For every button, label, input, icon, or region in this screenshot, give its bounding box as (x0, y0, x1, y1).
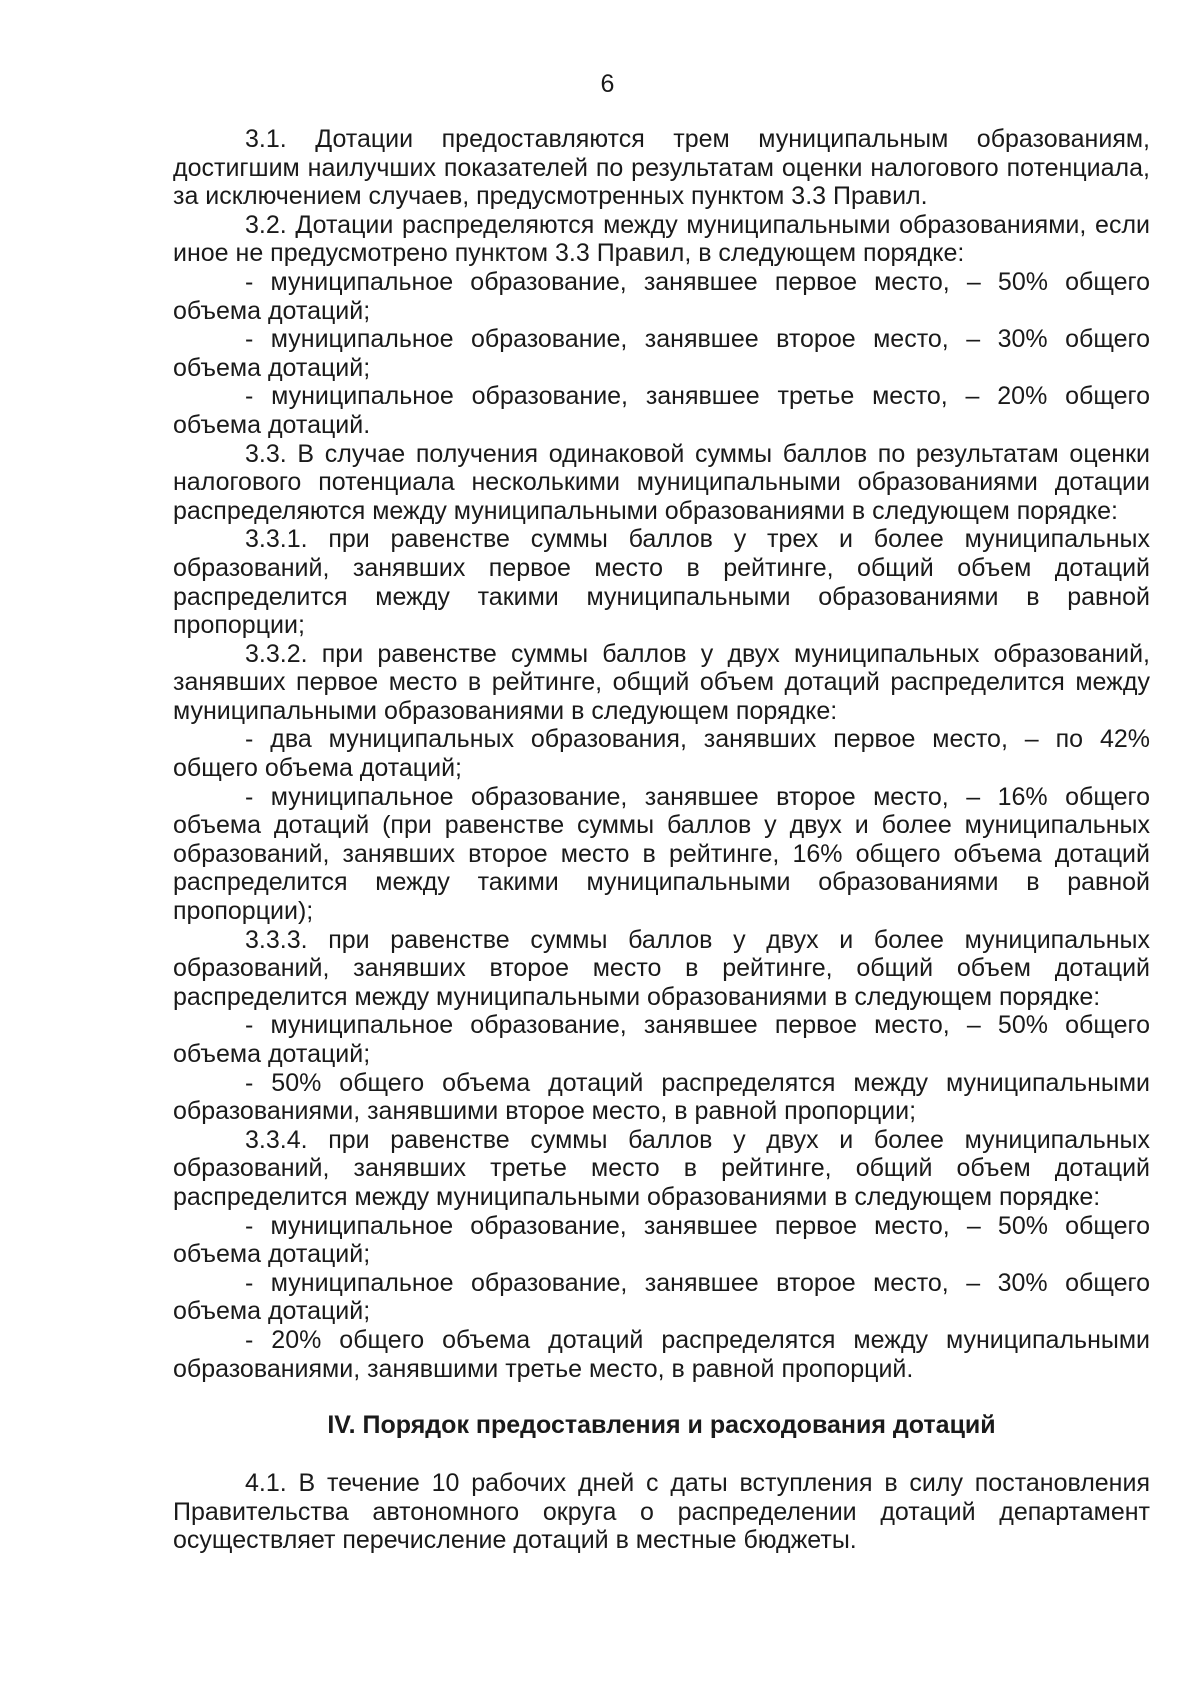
paragraph-3-3-4: 3.3.4. при равенстве суммы баллов у двух и более муниципальных образований, занявших третье место в рейтинге, общий объем дотаций распределится между муниципальными образованиями в следующем порядке: (173, 1125, 1150, 1211)
list-item-second-place-30: - муниципальное образование, занявшее второе место, – 30% общего объема дотаций; (173, 325, 1150, 382)
document-body (173, 125, 1150, 1555)
section-heading-iv: IV. Порядок предоставления и расходования дотаций (327, 1411, 996, 1440)
paragraph-3-2: 3.2. Дотации распределяются между муниципальными образованиями, если иное не предусмотрено пунктом 3.3 Правил, в следующем порядке: (173, 210, 1150, 268)
paragraph-3-3: 3.3. В случае получения одинаковой суммы баллов по результатам оценки налогового потенциала несколькими муниципальными образованиями дотации распределяются между муниципальными образованиями в следующем порядке: (173, 439, 1150, 525)
page-number: 6 (600, 70, 615, 98)
list-item-second-place-30-c: - муниципальное образование, занявшее второе место, – 30% общего объема дотаций; (173, 1268, 1150, 1326)
list-item-third-place-20: - муниципальное образование, занявшее третье место, – 20% общего объема дотаций. (173, 382, 1150, 439)
list-item-first-place-50: - муниципальное образование, занявшее первое место, – 50% общего объема дотаций; (173, 267, 1150, 325)
paragraph-3-1: 3.1. Дотации предоставляются трем муниципальным образованиям, достигшим наилучших показателей по результатам оценки налогового потенциала, за исключением случаев, предусмотренных пунктом 3.3 Правил. (173, 125, 1150, 211)
paragraph-3-3-1: 3.3.1. при равенстве суммы баллов у трех и более муниципальных образований, занявших первое место в рейтинге, общий объем дотаций распределится между такими муниципальными образованиями в равной пропорции; (173, 525, 1150, 640)
list-item-first-place-50-c: - муниципальное образование, занявшее первое место, – 50% общего объема дотаций; (173, 1211, 1150, 1269)
list-item-second-place-16: - муниципальное образование, занявшее второе место, – 16% общего объема дотаций (при равенстве суммы баллов у двух и более муниципальных образований, занявших второе место в рейтинге, 16% общего объема дотаций распределится между такими муниципальными образованиями в равной пропорции); (173, 782, 1150, 926)
paragraph-4-1: 4.1. В течение 10 рабочих дней с даты вступления в силу постановления Правительства автономного округа о распределении дотаций департамент осуществляет перечисление дотаций в местные бюджеты. (173, 1469, 1150, 1555)
list-item-third-place-split-20: - 20% общего объема дотаций распределятся между муниципальными образованиями, занявшими третье место, в равной пропорций. (173, 1325, 1150, 1383)
paragraph-3-3-2: 3.3.2. при равенстве суммы баллов у двух муниципальных образований, занявших первое место в рейтинге, общий объем дотаций распределится между муниципальными образованиями в следующем порядке: (173, 639, 1150, 725)
list-item-two-first-42: - два муниципальных образования, занявших первое место, – по 42% общего объема дотаций; (173, 725, 1150, 783)
list-item-second-place-split-50: - 50% общего объема дотаций распределятся между муниципальными образованиями, занявшими второе место, в равной пропорции; (173, 1068, 1150, 1126)
paragraph-3-3-3: 3.3.3. при равенстве суммы баллов у двух и более муниципальных образований, занявших второе место в рейтинге, общий объем дотаций распределится между муниципальными образованиями в следующем порядке: (173, 925, 1150, 1011)
list-item-first-place-50-b: - муниципальное образование, занявшее первое место, – 50% общего объема дотаций; (173, 1011, 1150, 1068)
